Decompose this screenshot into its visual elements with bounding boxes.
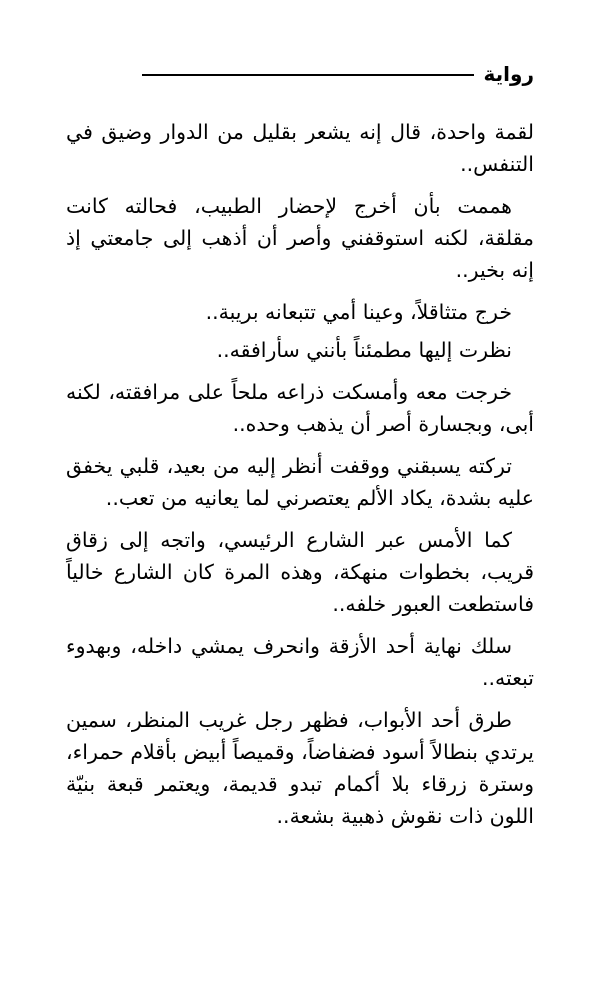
paragraph: تركته يسبقني ووقفت أنظر إليه من بعيد، قلبي يخفق عليه بشدة، يكاد الألم يعتصرني لما يعانيه من تعب.. xyxy=(66,454,534,510)
paragraph: خرجت معه وأمسكت ذراعه ملحاً على مرافقته، لكنه أبى، وبجسارة أصر أن يذهب وحده.. xyxy=(66,380,534,436)
paragraph: سلك نهاية أحد الأزقة وانحرف يمشي داخله، وبهدوء تبعته.. xyxy=(66,634,534,690)
paragraph: كما الأمس عبر الشارع الرئيسي، واتجه إلى زقاق قريب، بخطوات منهكة، وهذه المرة كان الشارع خالياً فاستطعت العبور خلفه.. xyxy=(66,528,534,616)
paragraph: طرق أحد الأبواب، فظهر رجل غريب المنظر، سمين يرتدي بنطالاً أسود فضفاضاً، وقميصاً أبيض بأقلام حمراء، وسترة زرقاء بلا أكمام تبدو قديمة، ويعتمر قبعة بنيّة اللون ذات نقوش ذهبية بشعة.. xyxy=(66,708,534,828)
header-title: رواية xyxy=(483,62,534,86)
body-text xyxy=(66,116,534,842)
paragraph: لقمة واحدة، قال إنه يشعر بقليل من الدوار وضيق في التنفس.. xyxy=(66,120,534,176)
paragraph: خرج متثاقلاً، وعينا أمي تتبعانه بريبة.. xyxy=(205,300,512,324)
header-rule xyxy=(142,74,474,76)
running-header xyxy=(142,60,534,88)
paragraph: نظرت إليها مطمئناً بأنني سأرافقه.. xyxy=(216,338,512,362)
paragraph: هممت بأن أخرج لإحضار الطبيب، فحالته كانت مقلقة، لكنه استوقفني وأصر أن أذهب إلى جامعتي إذ إنه بخير.. xyxy=(66,194,534,282)
